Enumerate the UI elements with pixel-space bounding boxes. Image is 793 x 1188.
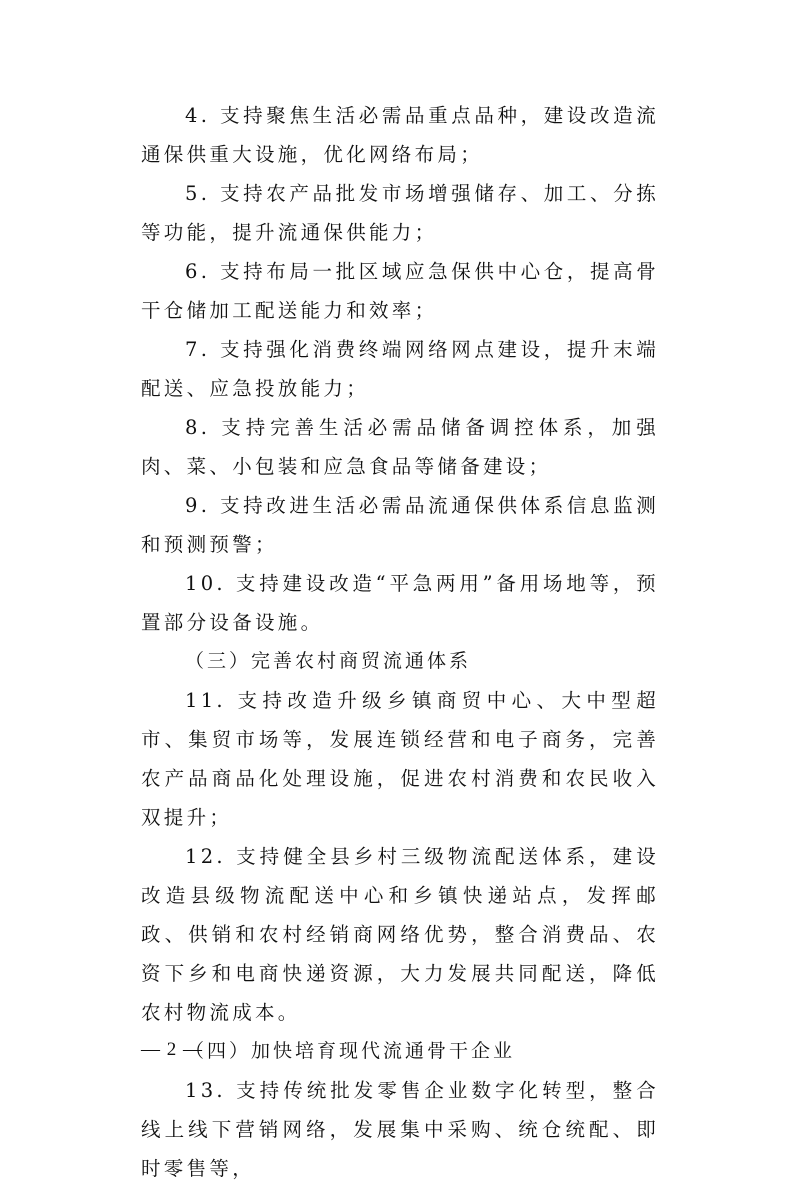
item-paragraph: 9. 支持改进生活必需品流通保供体系信息监测和预测预警； xyxy=(141,494,659,556)
section-heading: （四）加快培育现代流通骨干企业 xyxy=(185,1040,516,1062)
item-paragraph: 11. 支持改造升级乡镇商贸中心、大中型超市、集贸市场等，发展连锁经营和电子商务，完善农产品商品化处理设施，促进农村消费和农民收入双提升； xyxy=(141,689,659,829)
page-number: — 2 — xyxy=(141,1039,203,1060)
item-paragraph: 8. 支持完善生活必需品储备调控体系，加强肉、菜、小包装和应急食品等储备建设； xyxy=(141,416,659,478)
document-body xyxy=(141,96,659,1188)
item-paragraph: 13. 支持传统批发零售企业数字化转型，整合线上线下营销网络，发展集中采购、统仓统配、即时零售等， xyxy=(141,1079,659,1180)
item-paragraph: 6. 支持布局一批区域应急保供中心仓，提高骨干仓储加工配送能力和效率； xyxy=(141,260,659,322)
item-paragraph: 5. 支持农产品批发市场增强储存、加工、分拣等功能，提升流通保供能力； xyxy=(141,182,659,244)
item-paragraph: 12. 支持健全县乡村三级物流配送体系，建设改造县级物流配送中心和乡镇快递站点，发挥邮政、供销和农村经销商网络优势，整合消费品、农资下乡和电商快递资源，大力发展共同配送，降低农村物流成本。 xyxy=(141,845,659,1024)
section-heading: （三）完善农村商贸流通体系 xyxy=(185,650,472,672)
item-paragraph: 10. 支持建设改造“平急两用”备用场地等，预置部分设备设施。 xyxy=(141,572,659,634)
item-paragraph: 7. 支持强化消费终端网络网点建设，提升末端配送、应急投放能力； xyxy=(141,338,659,400)
item-paragraph: 4. 支持聚焦生活必需品重点品种，建设改造流通保供重大设施，优化网络布局； xyxy=(141,104,659,166)
